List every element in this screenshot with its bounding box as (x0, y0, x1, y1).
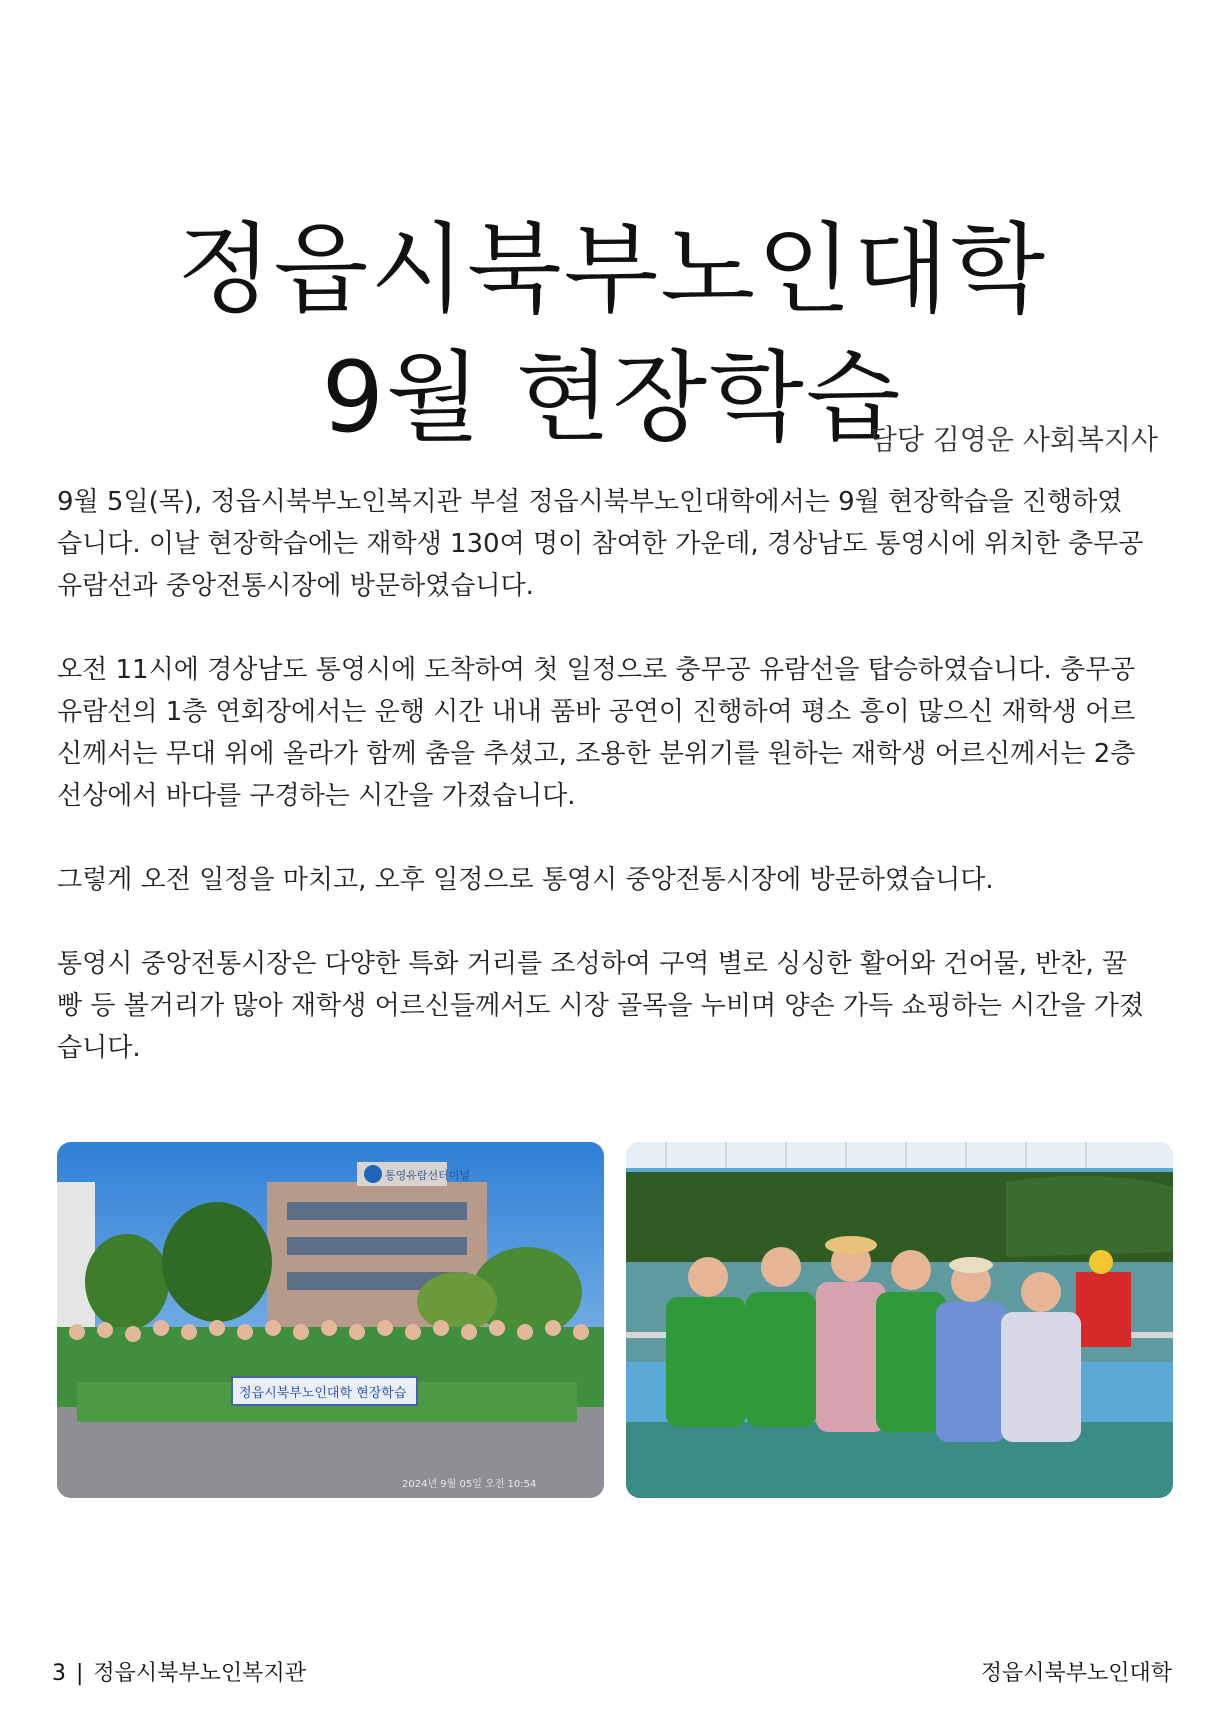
footer-separator: | (76, 1661, 84, 1686)
paragraph-3: 그렇게 오전 일정을 마치고, 오후 일정으로 통영시 중앙전통시장에 방문하였습니다. (57, 865, 994, 895)
photo-timestamp: 2024년 9월 05일 오전 10:54 (402, 1479, 537, 1490)
cruise-deck-photo (626, 1142, 1173, 1498)
author-credit: 담당 김영운 사회복지사 (869, 423, 1158, 456)
paragraph-2: 오전 11시에 경상남도 통영시에 도착하여 첫 일정으로 충무공 유람선을 탑승하였습니다. 충무공 유람선의 1층 연회장에서는 운행 시간 내내 품바 공연이 진행하여 평소 흥이 많으신 재학생 어르 신께서는 무대 위에 올라가 함께 춤을 추셨고, 조용한 분위기를 원하는 재학생 어르신께서는 2층 선상에서 바다를 구경하는 시간을 가졌습니다. (57, 655, 1136, 811)
article-body (57, 481, 1169, 1111)
footer-org-name: 정읍시북부노인복지관 (93, 1661, 306, 1686)
title-line-1: 정읍시북부노인대학 (176, 212, 1047, 327)
group-banner: 정읍시북부노인대학 현장학습 (239, 1386, 407, 1401)
paragraph-4: 통영시 중앙전통시장은 다양한 특화 거리를 조성하여 구역 별로 싱싱한 활어와 건어물, 반찬, 꿀 빵 등 볼거리가 많아 재학생 어르신들께서도 시장 골목을 누비며 양손 가득 쇼핑하는 시간을 가졌 습니다. (57, 949, 1144, 1063)
footer-left (52, 1656, 306, 1687)
page-number: 3 (52, 1661, 66, 1686)
paragraph-1: 9월 5일(목), 정읍시북부노인복지관 부설 정읍시북부노인대학에서는 9월 현장학습을 진행하였 습니다. 이날 현장학습에는 재학생 130여 명이 참여한 가운데, 경상남도 통영시에 위치한 충무공 유람선과 중앙전통시장에 방문하였습니다. (57, 487, 1144, 601)
title-line-2: 9월 현장학습 (321, 340, 903, 455)
terminal-sign: 통영유람선터미널 (385, 1169, 471, 1182)
group-photo-terminal (57, 1142, 604, 1498)
footer-right: 정읍시북부노인대학 (980, 1661, 1172, 1686)
